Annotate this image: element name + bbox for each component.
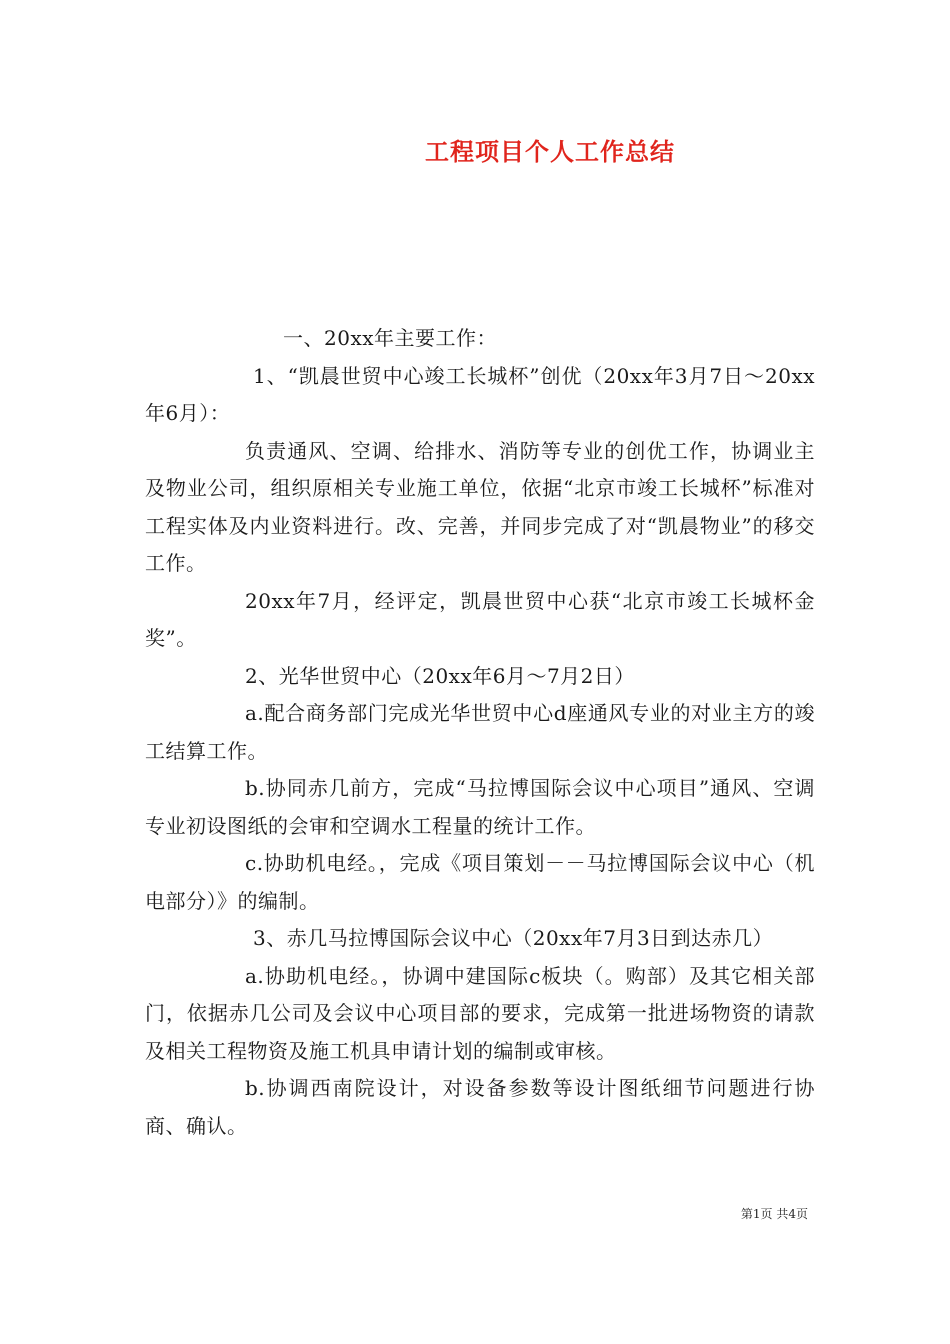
paragraph: 1、“凯晨世贸中心竣工长城杯”创优（20xx年3月7日～20xx年6月）： — [145, 363, 815, 425]
document-title: 工程项目个人工作总结 — [425, 138, 675, 166]
paragraph: 2、光华世贸中心（20xx年6月～7月2日） — [245, 663, 635, 688]
document-body — [145, 320, 815, 1145]
paragraph: 20xx年7月，经评定，凯晨世贸中心获“北京市竣工长城杯金奖”。 — [145, 588, 815, 650]
paragraph: b.协调西南院设计，对设备参数等设计图纸细节问题进行协商、确认。 — [145, 1076, 815, 1138]
paragraph: c.协助机电经。，完成《项目策划－－马拉博国际会议中心（机电部分）》的编制。 — [145, 851, 815, 913]
paragraph: 3、赤几马拉博国际会议中心（20xx年7月3日到达赤几） — [253, 926, 774, 950]
paragraph: 负责通风、空调、给排水、消防等专业的创优工作，协调业主及物业公司，组织原相关专业施工单位，依据“北京市竣工长城杯”标准对工程实体及内业资料进行。改、完善，并同步完成了对“凯晨物业”的移交工作。 — [145, 438, 815, 575]
paragraph: b.协同赤几前方，完成“马拉博国际会议中心项目”通风、空调专业初设图纸的会审和空调水工程量的统计工作。 — [145, 776, 815, 838]
paragraph: a.配合商务部门完成光华世贸中心d座通风专业的对业主方的竣工结算工作。 — [145, 701, 815, 763]
page-number: 第1页 共4页 — [740, 1207, 808, 1221]
paragraph: 一、20xx年主要工作： — [283, 326, 498, 350]
paragraph: a.协助机电经。，协调中建国际c板块（。购部）及其它相关部门，依据赤几公司及会议中心项目部的要求，完成第一批进场物资的请款及相关工程物资及施工机具申请计划的编制或审核。 — [145, 963, 815, 1063]
